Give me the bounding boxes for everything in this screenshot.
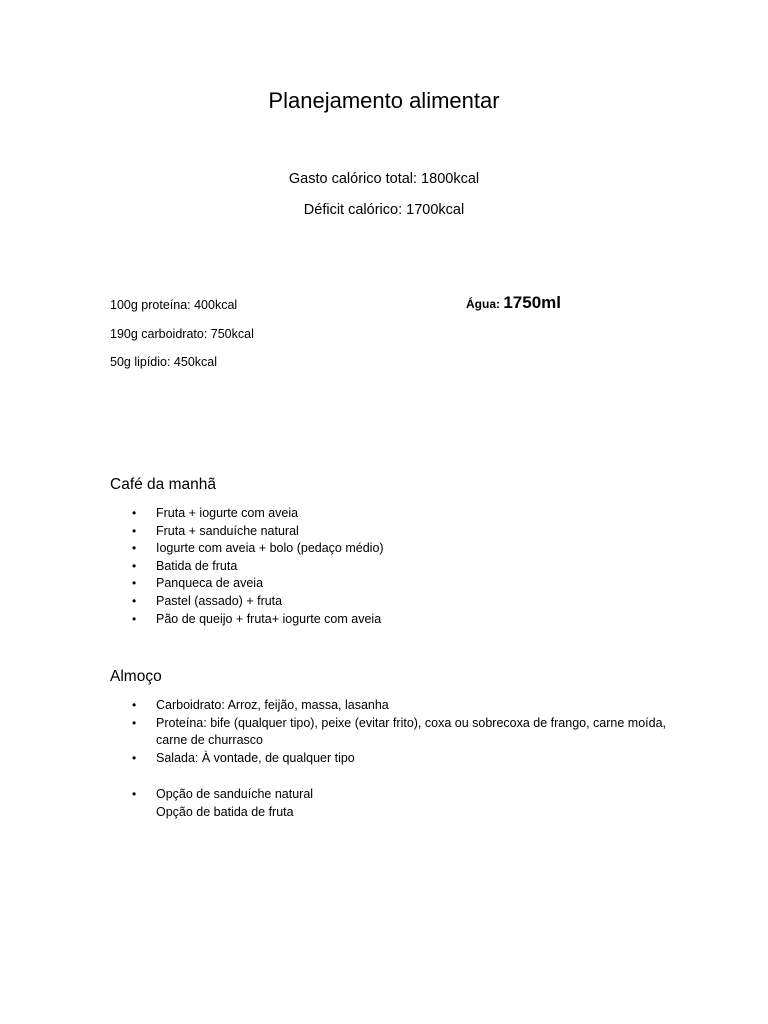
bullet-icon: •	[132, 558, 137, 573]
lunch-list	[110, 697, 670, 767]
list-item: • Carboidrato: Arroz, feijão, massa, lasanha	[110, 697, 670, 715]
lunch-heading: Almoço	[110, 668, 162, 685]
bullet-icon: •	[132, 611, 137, 626]
breakfast-heading: Café da manhã	[110, 476, 216, 493]
lunch-options-list	[110, 786, 670, 821]
bullet-icon: •	[132, 541, 137, 556]
water-value: 1750ml	[503, 293, 562, 312]
total-calories: Gasto calórico total: 1800kcal	[288, 171, 480, 187]
bullet-icon: •	[132, 715, 137, 730]
bullet-icon: •	[132, 787, 137, 801]
bullet-icon: •	[132, 523, 137, 538]
water-label: Água:	[466, 297, 500, 311]
list-item: • Pão de queijo + fruta+ iogurte com aveia	[110, 611, 670, 629]
list-item: • Fruta + sanduíche natural	[110, 523, 670, 541]
list-item: • Pastel (assado) + fruta	[110, 593, 670, 611]
bullet-icon: •	[132, 576, 137, 591]
breakfast-list	[110, 505, 670, 628]
list-item: • Batida de fruta	[110, 558, 670, 576]
bullet-icon: •	[132, 593, 137, 608]
macro-fat: 50g lipídio: 450kcal	[110, 355, 218, 369]
macro-protein: 100g proteína: 400kcal	[110, 298, 238, 312]
list-item: • Proteína: bife (qualquer tipo), peixe (evitar frito), coxa ou sobrecoxa de frango, carne moída, carne de churrasco	[132, 715, 666, 748]
list-item: • Salada: À vontade, de qualquer tipo	[110, 750, 670, 768]
bullet-icon: •	[132, 506, 137, 520]
list-item: • Opção de sanduíche natural Opção de batida de fruta	[132, 787, 314, 819]
page-title: Planejamento alimentar	[268, 88, 500, 113]
list-item: • Fruta + iogurte com aveia	[110, 505, 670, 523]
calorie-deficit: Déficit calórico: 1700kcal	[303, 202, 465, 218]
bullet-icon: •	[132, 698, 137, 712]
list-item: • Panqueca de aveia	[110, 575, 670, 593]
bullet-icon: •	[132, 750, 137, 765]
water-target	[466, 293, 561, 313]
list-item: • Iogurte com aveia + bolo (pedaço médio)	[110, 540, 670, 558]
macro-carbs: 190g carboidrato: 750kcal	[110, 327, 254, 341]
